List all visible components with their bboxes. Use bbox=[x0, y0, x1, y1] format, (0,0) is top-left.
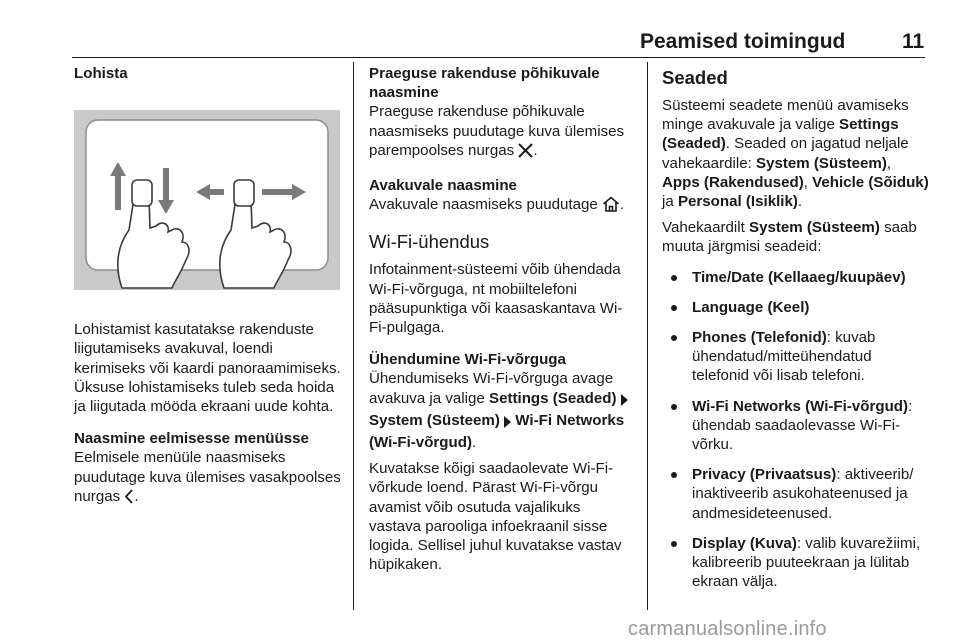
wifi-list-paragraph: Kuvatakse kõigi saadaolevate Wi-Fi-võrkude loend. Pärast Wi-Fi-võrgu avamist võib osutuda vajalikuks vastava parooliga infoekraanil sisse logida. Sellisel juhul kuvatakse vastav hüpikaken. bbox=[369, 460, 622, 574]
wifi-connect-heading: Ühendumine Wi-Fi-võrguga bbox=[369, 351, 566, 369]
home-heading: Avakuvale naasmine bbox=[369, 177, 517, 195]
header-rule bbox=[72, 57, 925, 58]
drag-heading: Lohista bbox=[74, 65, 128, 82]
settings-title: Seaded bbox=[662, 67, 728, 88]
list-item: Phones (Telefonid): kuvab ühendatud/mitteühendatud telefonid või lisab telefoni. bbox=[662, 328, 932, 386]
column-2 bbox=[369, 64, 634, 574]
column-divider-1 bbox=[353, 62, 354, 610]
bullet bbox=[671, 541, 677, 547]
back-heading: Naasmine eelmisesse menüüsse bbox=[74, 430, 309, 448]
bullet bbox=[671, 404, 677, 410]
back-paragraph: Eelmisele menüüle naasmiseks puudutage kuva ülemises vasakpoolses nurgas . bbox=[74, 448, 344, 509]
back-chevron-icon bbox=[124, 489, 134, 509]
bullet bbox=[671, 335, 677, 341]
wifi-section-title: Wi-Fi-ühendus bbox=[369, 231, 490, 253]
bullet bbox=[671, 472, 677, 478]
list-item: Display (Kuva): valib kuvarežiimi, kalibreerib puuteekraan ja lülitab ekraan välja. bbox=[662, 534, 932, 592]
wifi-paragraph: Infotainment-süsteemi võib ühendada Wi-Fi-võrguga, nt mobiiltelefoni pääsupunktiga või kaasaskantava Wi-Fi-pulgaga. bbox=[369, 261, 623, 337]
drag-gesture-illustration bbox=[74, 110, 340, 290]
drag-paragraph: Lohistamist kasutatakse rakenduste liigutamiseks avakuval, loendi kerimiseks või kaardi panoraamimiseks. Üksuse lohistamiseks tuleb seda hoida ja liigutada mööda ekraani uude kohta. bbox=[74, 321, 341, 416]
system-tab-intro: Vahekaardilt System (Süsteem) saab muuta järgmisi seadeid: bbox=[662, 219, 917, 256]
column-3 bbox=[662, 64, 932, 591]
bullet bbox=[671, 275, 677, 281]
arrow-right-icon bbox=[504, 414, 511, 433]
main-view-paragraph: Praeguse rakenduse põhikuvale naasmiseks puudutage kuva ülemises parempoolses nurgas . bbox=[369, 102, 634, 163]
wifi-connect-paragraph: Ühendumiseks Wi-Fi-võrguga avage avakuva ja valige Settings (Seaded) System (Süsteem) Wi-Fi Networks (Wi-Fi-võrgud). bbox=[369, 369, 634, 452]
main-view-heading: Praeguse rakenduse põhikuvale naasmine bbox=[369, 65, 600, 102]
page-header-title: Peamised toimingud bbox=[640, 30, 846, 53]
list-item: Privacy (Privaatsus): aktiveerib/ inaktiveerib asukohateenused ja andmesideteenused. bbox=[662, 465, 932, 523]
system-settings-list bbox=[662, 268, 932, 592]
column-divider-2 bbox=[647, 62, 648, 610]
arrow-right-icon bbox=[621, 392, 628, 411]
list-item: Time/Date (Kellaaeg/kuupäev) bbox=[662, 268, 932, 287]
home-paragraph: Avakuvale naasmiseks puudutage . bbox=[369, 195, 634, 217]
settings-intro: Süsteemi seadete menüü avamiseks minge avakuvale ja valige Settings (Seaded). Seaded on jagatud neljale vahekaardile: System (Süsteem), Apps (Rakendused), Vehicle (Sõiduk) ja Personal (Isiklik). bbox=[662, 97, 929, 211]
list-item: Language (Keel) bbox=[662, 298, 932, 317]
watermark: carmanualsonline.info bbox=[628, 618, 827, 640]
list-item: Wi-Fi Networks (Wi-Fi-võrgud): ühendab saadaolevasse Wi-Fi-võrku. bbox=[662, 397, 932, 455]
home-icon bbox=[602, 196, 620, 217]
page-number: 11 bbox=[902, 30, 925, 53]
close-x-icon bbox=[518, 143, 533, 163]
bullet bbox=[671, 305, 677, 311]
